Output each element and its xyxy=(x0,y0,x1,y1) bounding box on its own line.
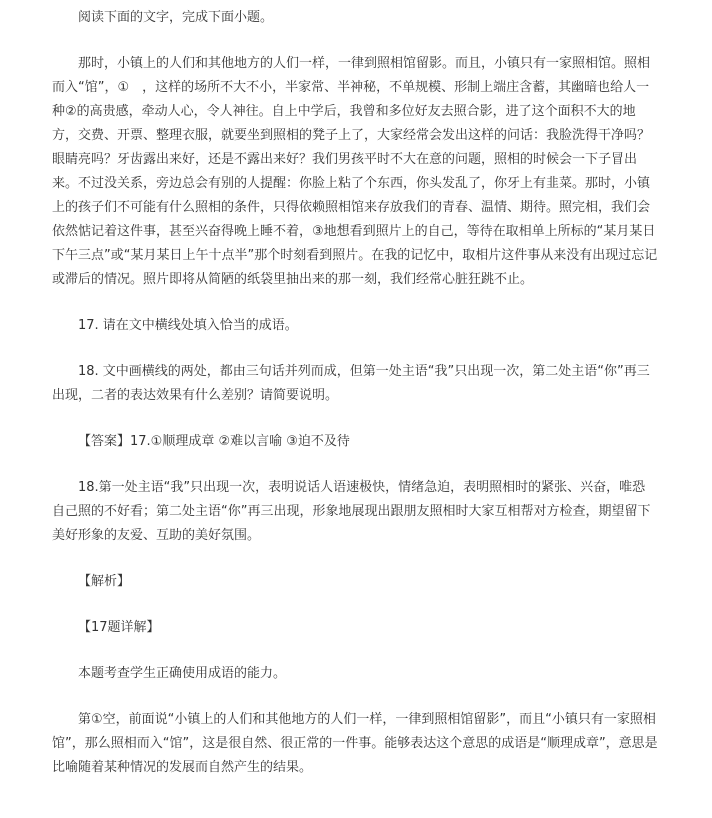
instruction-text: 阅读下面的文字，完成下面小题。 xyxy=(78,10,274,25)
question-17: 17. 请在文中横线处填入恰当的成语。 xyxy=(78,318,298,333)
spacer xyxy=(52,548,658,570)
detail-17-blank-1: 第①空，前面说“小镇上的人们和其他地方的人们一样，一律到照相馆留影”，而且“小镇只有一家照相馆”，那么照相而入“馆”，这是很自然、很正常的一件事。能够表达这个意思的成语是“顺理成章”，意思是比喻随着某种情况的发展而自然产生的结果。 xyxy=(52,712,658,775)
detail-17-label: 【17题详解】 xyxy=(78,620,160,635)
answer-17: 【答案】17.①顺理成章 ②难以言喻 ③迫不及待 xyxy=(78,434,350,449)
spacer xyxy=(52,640,658,662)
spacer xyxy=(52,338,658,360)
question-18: 18. 文中画横线的两处，都由三句话并列而成，但第一处主语“我”只出现一次，第二处主语“你”再三出现，二者的表达效果有什么差别？请简要说明。 xyxy=(52,364,650,403)
answer-18: 18.第一处主语“我”只出现一次，表明说话人语速极快，情绪急迫，表明照相时的紧张、兴奋，唯恐自己照的不好看；第二处主语“你”再三出现，形象地展现出跟朋友照相时大家互相帮对方检查，期望留下美好形象的友爱、互助的美好氛围。 xyxy=(52,480,651,543)
spacer xyxy=(52,30,658,52)
detail-17-intro: 本题考查学生正确使用成语的能力。 xyxy=(78,666,287,681)
spacer xyxy=(52,594,658,616)
spacer xyxy=(52,686,658,708)
spacer xyxy=(52,408,658,430)
spacer xyxy=(52,292,658,314)
reading-passage: 那时，小镇上的人们和其他地方的人们一样，一律到照相馆留影。而且，小镇只有一家照相馆。照相而入“馆”，① ，这样的场所不大不小，半家常、半神秘，不单规模、形制上端庄含蓄，其幽暗也给人一种②的高贵感，牵动人心，令人神往。自上中学后，我曾和多位好友去照合影，进了这个面积不大的地方，交费、开票、整理衣服，就要坐到照相的凳子上了，大家经常会发出这样的问话：我脸洗得干净吗？眼睛亮吗？牙齿露出来好，还是不露出来好？我们男孩平时不大在意的问题，照相的时候会一下子冒出来。不过没关系，旁边总会有别的人提醒：你脸上粘了个东西，你头发乱了，你牙上有韭菜。那时，小镇上的孩子们不可能有什么照相的条件，只得依赖照相馆来存放我们的青春、温情、期待。照完相，我们会依然惦记着这件事，甚至兴奋得晚上睡不着，③地想看到照片上的自己，等待在取相单上所标的“某月某日下午三点”或“某月某日上午十点半”那个时刻看到照片。在我的记忆中，取相片这件事从来没有出现过忘记或滞后的情况。照片即将从简陋的纸袋里抽出来的那一刻，我们经常心脏狂跳不止。 xyxy=(52,56,658,287)
analysis-label: 【解析】 xyxy=(78,574,131,589)
spacer xyxy=(52,454,658,476)
